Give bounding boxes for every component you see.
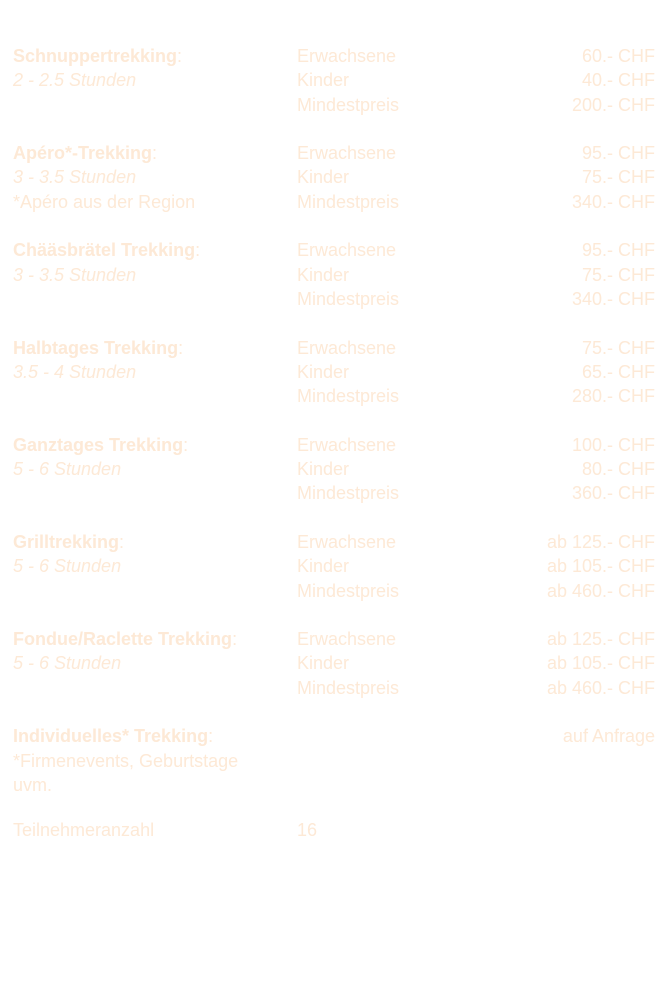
title-colon: : — [177, 46, 183, 66]
package-row — [13, 651, 655, 675]
price-label: Mindestpreis — [297, 483, 400, 504]
package-title: Apéro*-Trekking — [13, 143, 153, 164]
package-row — [13, 263, 655, 287]
package-row — [13, 773, 655, 797]
package-row — [13, 384, 655, 408]
price-value: 360.- CHF — [571, 483, 655, 504]
package-title: Individuelles* Trekking — [13, 726, 209, 747]
package-note — [13, 579, 297, 603]
price-value: 340.- CHF — [571, 191, 655, 212]
price-value — [477, 749, 655, 773]
price-value: 60.- CHF — [581, 46, 655, 66]
price-value: auf Anfrage — [562, 726, 655, 747]
participants-value: 16 — [297, 820, 318, 840]
package-duration: 3.5 - 4 Stunden — [13, 361, 137, 382]
price-label: Mindestpreis — [297, 386, 400, 407]
price-value: ab 105.- CHF — [546, 556, 655, 577]
package-row — [13, 433, 655, 457]
package-row — [13, 530, 655, 554]
package-block — [13, 238, 655, 311]
price-value: 100.- CHF — [571, 434, 655, 455]
package-block — [13, 530, 655, 603]
title-colon: : — [152, 143, 158, 164]
price-value: 75.- CHF — [581, 337, 655, 358]
package-row — [13, 676, 655, 700]
package-duration: 3 - 3.5 Stunden — [13, 264, 137, 285]
package-row — [13, 68, 655, 92]
package-row — [13, 627, 655, 651]
package-duration: 5 - 6 Stunden — [13, 459, 122, 480]
price-label: Mindestpreis — [297, 677, 400, 698]
price-value: 340.- CHF — [571, 288, 655, 309]
package-title: Halbtages Trekking — [13, 337, 179, 358]
title-colon: : — [178, 337, 184, 358]
title-colon: : — [195, 240, 201, 261]
price-label: Erwachsene — [297, 143, 397, 164]
package-block — [13, 724, 655, 797]
price-label: Erwachsene — [297, 434, 397, 455]
package-block — [13, 627, 655, 700]
package-note-continued: uvm. — [13, 774, 53, 795]
package-note: *Apéro aus der Region — [13, 191, 196, 212]
price-value: 95.- CHF — [581, 143, 655, 164]
package-duration: 5 - 6 Stunden — [13, 556, 122, 577]
package-row — [13, 457, 655, 481]
package-duration: 5 - 6 Stunden — [13, 653, 122, 674]
title-colon: : — [232, 629, 238, 650]
package-note — [13, 676, 297, 700]
price-list — [13, 44, 655, 822]
price-value: ab 105.- CHF — [546, 653, 655, 674]
price-label: Erwachsene — [297, 46, 397, 66]
price-value: ab 125.- CHF — [546, 629, 655, 650]
package-row — [13, 749, 655, 773]
price-value: 40.- CHF — [581, 70, 655, 91]
package-note: *Firmenevents, Geburtstage — [13, 750, 239, 771]
package-duration: 2 - 2.5 Stunden — [13, 70, 137, 91]
package-row — [13, 554, 655, 578]
package-block — [13, 433, 655, 506]
package-row — [13, 238, 655, 262]
package-block — [13, 141, 655, 214]
price-label: Erwachsene — [297, 629, 397, 650]
price-value: 75.- CHF — [581, 264, 655, 285]
package-row — [13, 141, 655, 165]
price-value: 65.- CHF — [581, 361, 655, 382]
package-row — [13, 724, 655, 748]
price-value: ab 125.- CHF — [546, 531, 655, 552]
price-value: 280.- CHF — [571, 386, 655, 407]
package-row — [13, 579, 655, 603]
price-label — [297, 749, 477, 773]
price-label: Kinder — [297, 361, 350, 382]
price-value: ab 460.- CHF — [546, 677, 655, 698]
package-duration: 3 - 3.5 Stunden — [13, 167, 137, 188]
price-label: Kinder — [297, 556, 350, 577]
price-label: Kinder — [297, 459, 350, 480]
title-colon: : — [119, 531, 125, 552]
package-block — [13, 44, 655, 117]
title-colon: : — [183, 434, 189, 455]
price-label — [297, 773, 477, 797]
package-row — [13, 336, 655, 360]
package-note — [13, 287, 297, 311]
price-label: Mindestpreis — [297, 94, 400, 115]
price-label: Kinder — [297, 264, 350, 285]
price-label: Kinder — [297, 70, 350, 91]
price-value: 200.- CHF — [571, 94, 655, 115]
package-row — [13, 287, 655, 311]
package-row — [13, 360, 655, 384]
package-row — [13, 44, 655, 68]
package-note — [13, 384, 297, 408]
package-title: Schnuppertrekking — [13, 46, 178, 66]
package-title: Grilltrekking — [13, 531, 120, 552]
package-note — [13, 93, 297, 117]
package-title: Ganztages Trekking — [13, 434, 184, 455]
price-label: Mindestpreis — [297, 288, 400, 309]
price-value: 75.- CHF — [581, 167, 655, 188]
participants-row — [13, 818, 655, 842]
price-label: Erwachsene — [297, 240, 397, 261]
package-title: Chääsbrätel Trekking — [13, 240, 196, 261]
price-label: Erwachsene — [297, 531, 397, 552]
title-colon: : — [208, 726, 214, 747]
package-row — [13, 165, 655, 189]
price-label: Erwachsene — [297, 337, 397, 358]
price-value: ab 460.- CHF — [546, 580, 655, 601]
participants-label: Teilnehmeranzahl — [13, 820, 155, 840]
package-block — [13, 336, 655, 409]
price-value: 80.- CHF — [581, 459, 655, 480]
price-value — [477, 773, 655, 797]
package-row — [13, 93, 655, 117]
price-label: Mindestpreis — [297, 191, 400, 212]
price-value: 95.- CHF — [581, 240, 655, 261]
price-label: Mindestpreis — [297, 580, 400, 601]
package-note — [13, 481, 297, 505]
package-row — [13, 190, 655, 214]
price-label — [297, 724, 477, 748]
package-title: Fondue/Raclette Trekking — [13, 629, 233, 650]
price-label: Kinder — [297, 653, 350, 674]
price-label: Kinder — [297, 167, 350, 188]
package-row — [13, 481, 655, 505]
